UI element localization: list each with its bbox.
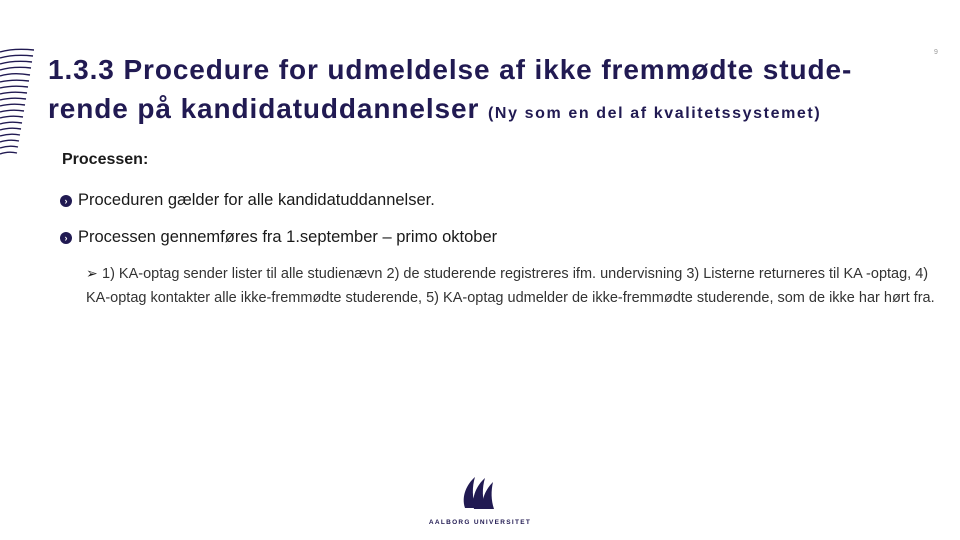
slide-title	[48, 50, 928, 133]
bullet-text: Proceduren gælder for alle kandidatuddannelser.	[78, 191, 435, 209]
slide-title-sub: (Ny som en del af kvalitetssystemet)	[487, 105, 822, 122]
bullet-item	[60, 228, 497, 247]
aalborg-university-logo-icon	[456, 472, 498, 512]
sub-bullet-text: 1) KA-optag sender lister til alle studienævn 2) de studerende registreres ifm. undervisning 3) Listerne returneres til KA -optag, 4) KA-optag kontakter alle ikke-fremmødte studerende, 5) KA-optag udmelder de ikke-fremmødte studerende, som de ikke har hørt fra.	[86, 266, 935, 306]
slide-number: 9	[934, 49, 938, 56]
slide-title-main: 1.3.3 Procedure for udmeldelse af ikke fremmødte stude-rende på kandidatuddannelser	[48, 54, 853, 124]
section-label: Processen:	[62, 151, 149, 168]
circle-chevron-right-icon: ›	[60, 232, 72, 244]
wave-lines-decoration	[0, 48, 34, 158]
logo-text: AALBORG UNIVERSITET	[428, 519, 532, 526]
arrow-right-icon: ➢	[86, 265, 98, 281]
bullet-text: Processen gennemføres fra 1.september – primo oktober	[78, 228, 498, 246]
sub-bullet-item	[86, 262, 948, 310]
circle-chevron-right-icon: ›	[60, 195, 72, 207]
bullet-item	[60, 191, 435, 210]
